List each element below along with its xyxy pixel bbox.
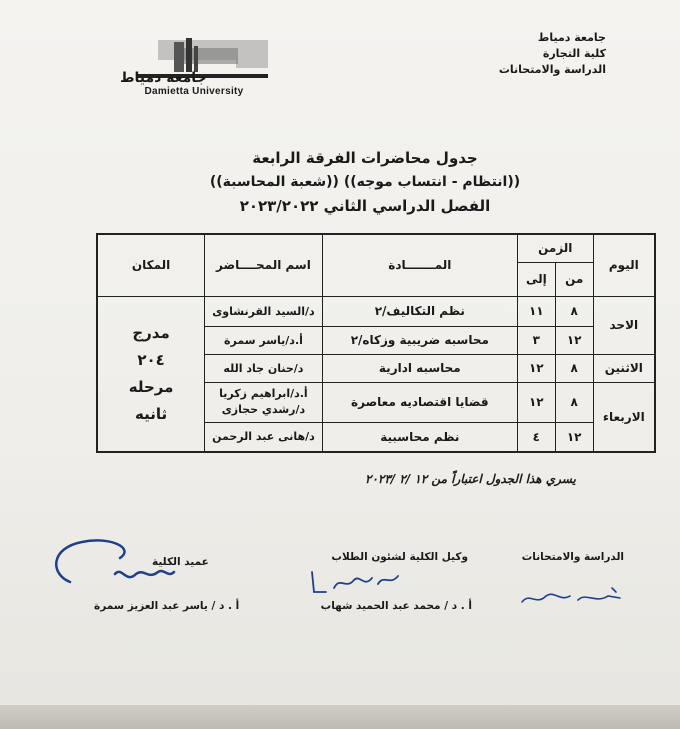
- from-cell: ٨: [555, 354, 593, 382]
- place-line: مرحله: [128, 377, 174, 396]
- lecturer-cell: د/السيد القرنشاوى: [205, 296, 323, 326]
- place-line: مدرج: [132, 323, 170, 342]
- logo-arabic-text: جامعة دمياط: [120, 70, 207, 86]
- table-row: [97, 296, 655, 326]
- lecturer-cell: د/هانى عبد الرحمن: [205, 422, 323, 452]
- lecturer-cell: أ.د/ياسر سمرة: [205, 326, 323, 354]
- to-cell: ١٢: [517, 382, 555, 422]
- subject-cell: محاسبه ادارية: [322, 354, 517, 382]
- studies-label: الدراسة والامتحانات: [521, 551, 624, 563]
- university-name: جامعة دمياط: [537, 31, 606, 44]
- to-cell: ١١: [517, 296, 555, 326]
- from-cell: ٨: [555, 382, 593, 422]
- to-cell: ١٢: [517, 354, 555, 382]
- dean-signature: [40, 528, 180, 596]
- validity-note: يسري هذا الجدول اعتباراً من ١٢ /٢ /٢٠٢٣: [365, 472, 576, 486]
- semester-title: الفصل الدراسي الثاني ٢٠٢٣/٢٠٢٢: [239, 197, 491, 215]
- dean-name: أ . د / ياسر عبد العزيز سمرة: [94, 600, 240, 612]
- faculty-name: كلية التجارة: [542, 47, 606, 60]
- paper-fold-edge: [0, 705, 680, 729]
- vice-dean-signature: [304, 562, 404, 602]
- header-lecturer: اسم المحــــاضر: [205, 234, 323, 296]
- vice-dean-label: وكيل الكلية لشئون الطلاب: [331, 551, 468, 563]
- lecturer-line: أ.د/ابراهيم زكريا: [219, 387, 308, 400]
- schedule-titles: [200, 146, 530, 218]
- dean-label: عميد الكلية: [152, 556, 209, 568]
- day-cell: الاربعاء: [593, 382, 655, 452]
- from-cell: ١٢: [555, 422, 593, 452]
- studies-signature: [516, 582, 636, 612]
- header-time: الزمن: [517, 234, 593, 262]
- header-day: اليوم: [593, 234, 655, 296]
- to-cell: ٤: [517, 422, 555, 452]
- to-cell: ٣: [517, 326, 555, 354]
- schedule-table: [96, 233, 656, 453]
- header-to: إلى: [517, 262, 555, 296]
- university-header: [499, 30, 606, 78]
- vice-dean-name: أ . د / محمد عبد الحميد شهاب: [320, 600, 472, 612]
- logo-english-text: Damietta University: [144, 86, 244, 97]
- from-cell: ٨: [555, 296, 593, 326]
- subject-cell: نظم محاسبية: [322, 422, 517, 452]
- place-cell: [97, 296, 205, 452]
- schedule-title: جدول محاضرات الفرقة الرابعة: [252, 149, 478, 167]
- header-from: من: [555, 262, 593, 296]
- place-line: ٢٠٤: [137, 350, 165, 369]
- subject-cell: نظم التكاليف/٢: [322, 296, 517, 326]
- header-place: المكان: [97, 234, 205, 296]
- from-cell: ١٢: [555, 326, 593, 354]
- subject-cell: قضايا اقتصاديه معاصرة: [322, 382, 517, 422]
- day-cell: الاثنين: [593, 354, 655, 382]
- schedule-subtitle: ((انتظام - انتساب موجه)) ((شعبة المحاسبة)): [209, 174, 521, 190]
- lecturer-cell: د/حنان جاد الله: [205, 354, 323, 382]
- department-name: الدراسة والامتحانات: [498, 63, 606, 76]
- lecturer-cell: [205, 382, 323, 422]
- place-line: ثانيه: [135, 404, 168, 423]
- lecturer-line: د/رشدي حجازى: [221, 403, 306, 416]
- day-cell: الاحد: [593, 296, 655, 354]
- header-subject: المـــــــادة: [322, 234, 517, 296]
- subject-cell: محاسبه ضريبية وزكاه/٢: [322, 326, 517, 354]
